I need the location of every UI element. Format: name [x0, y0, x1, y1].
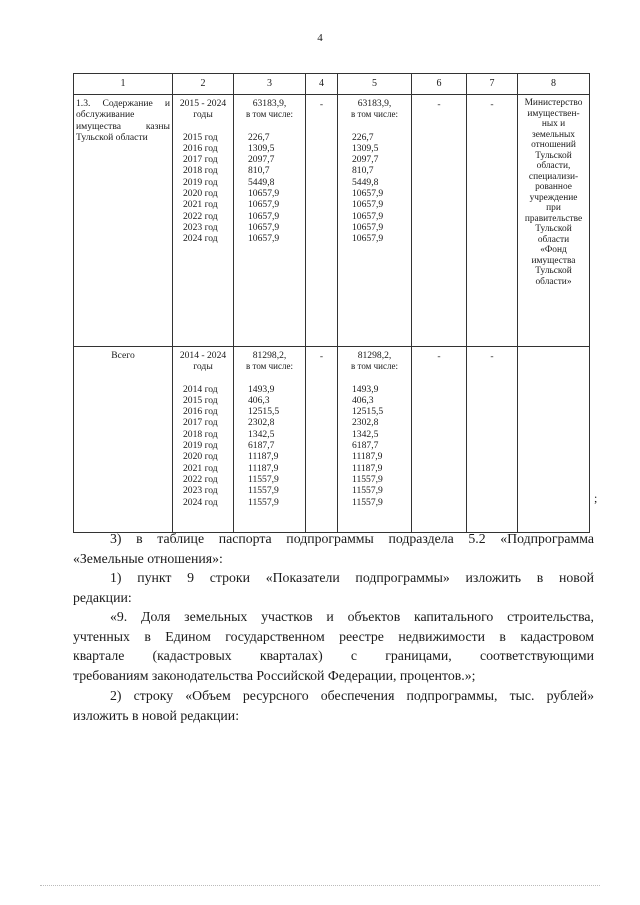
amount-including: в том числе: — [246, 109, 293, 120]
amount-value: 10657,9 — [352, 210, 384, 222]
year-label: 2024 год — [183, 496, 218, 508]
executor-line: при — [546, 203, 561, 213]
amount-value: 11557,9 — [248, 485, 279, 497]
paragraph-line: требованиям законодательства Российской Федерации, процентов.»; — [73, 667, 476, 683]
year-label: 2022 год — [183, 473, 218, 485]
amount-value: 6187,7 — [248, 440, 275, 452]
paragraph-line: 2) строку «Объем ресурсного обеспечения подпрограммы, тыс. рублей» — [110, 688, 594, 703]
paragraph-item-2 — [73, 686, 594, 725]
year-label: 2020 год — [183, 451, 218, 463]
year-label: 2023 год — [183, 485, 218, 497]
amount-value: 226,7 — [248, 131, 270, 143]
table-row — [74, 95, 590, 347]
amount-value: 10657,9 — [352, 233, 384, 245]
executor-line: Министерство — [524, 98, 583, 108]
executor-line: области» — [535, 276, 572, 287]
budget-table — [73, 73, 590, 533]
year-list — [173, 132, 233, 245]
year-label: 2022 год — [183, 210, 218, 222]
year-label: 2014 год — [183, 383, 218, 395]
period-unit: годы — [193, 361, 213, 373]
amount-value: 6187,7 — [352, 440, 379, 452]
paragraph-line: изложить в новой редакции: — [73, 707, 240, 723]
amount-value: 11557,9 — [352, 496, 383, 508]
paragraph-line: 1) пункт 9 строки «Показатели подпрограммы» изложить в новой — [110, 570, 594, 585]
amount-value: 12515,5 — [352, 406, 384, 418]
executor-line: учреждение — [529, 192, 578, 203]
amount-value: 11187,9 — [352, 462, 383, 474]
dash-cell: - — [467, 347, 518, 533]
year-label: 2021 год — [183, 462, 218, 474]
amount-value: 1309,5 — [352, 142, 379, 154]
column-header-7: 7 — [467, 74, 518, 95]
executor-line: области — [537, 234, 570, 245]
year-label: 2016 год — [183, 406, 218, 418]
amount-cell-col5 — [338, 347, 412, 533]
executor-cell — [518, 95, 590, 347]
paragraph-line: «9. Доля земельных участков и объектов капитального строительства, — [110, 609, 594, 624]
period-range: 2014 - 2024 — [179, 350, 227, 361]
amount-value: 2302,8 — [352, 417, 379, 429]
executor-line: Тульской — [535, 224, 572, 234]
table-end-semicolon: ; — [594, 491, 598, 505]
amount-list — [338, 384, 411, 508]
amount-value: 10657,9 — [352, 188, 384, 200]
year-label: 2023 год — [183, 221, 218, 233]
amount-value: 2097,7 — [248, 154, 275, 166]
year-list — [173, 384, 233, 508]
amount-value: 10657,9 — [248, 210, 280, 222]
amount-value: 5449,8 — [352, 176, 379, 188]
executor-lines — [518, 98, 589, 287]
amount-value: 1493,9 — [352, 383, 379, 395]
amount-value: 810,7 — [248, 165, 270, 177]
amount-value: 1342,5 — [352, 428, 379, 440]
column-header-2: 2 — [173, 74, 234, 95]
amount-value: 11187,9 — [352, 451, 383, 463]
amount-cell-col3 — [234, 95, 306, 347]
executor-line: имущества — [531, 255, 576, 266]
year-label: 2015 год — [183, 131, 218, 143]
executor-line: ных и — [541, 119, 566, 129]
year-label: 2017 год — [183, 154, 218, 166]
period-unit: годы — [193, 109, 213, 121]
column-header-8: 8 — [518, 74, 590, 95]
amount-value: 1309,5 — [248, 142, 275, 154]
amount-including: в том числе: — [351, 361, 398, 372]
amount-list — [234, 384, 305, 508]
year-label: 2020 год — [183, 188, 218, 200]
amount-value: 10657,9 — [248, 188, 280, 200]
column-header-1: 1 — [74, 74, 173, 95]
column-header-3: 3 — [234, 74, 306, 95]
table-header-row — [74, 74, 590, 95]
paragraph-line: учтенных в Едином государственном реестре недвижимости в кадастровом — [73, 628, 594, 644]
amount-value: 10657,9 — [248, 221, 280, 233]
amount-value: 10657,9 — [248, 199, 280, 211]
dash-cell: - — [467, 95, 518, 347]
amount-list — [234, 132, 305, 245]
amount-value: 11557,9 — [248, 473, 279, 485]
amount-total: 63183,9, — [357, 98, 392, 109]
amount-value: 11557,9 — [248, 496, 279, 508]
amount-value: 5449,8 — [248, 176, 275, 188]
page-number: 4 — [317, 32, 323, 44]
amount-value: 10657,9 — [248, 233, 280, 245]
amount-value: 1342,5 — [248, 428, 275, 440]
year-label: 2017 год — [183, 417, 218, 429]
amount-value: 406,3 — [352, 394, 374, 406]
period-cell — [173, 95, 234, 347]
paragraph-item-1 — [73, 568, 594, 607]
amount-value: 11557,9 — [352, 485, 383, 497]
column-header-4: 4 — [306, 74, 338, 95]
dash-cell: - — [306, 347, 338, 533]
amount-list — [338, 132, 411, 245]
executor-line: отношений — [531, 140, 576, 150]
amount-cell-col5 — [338, 95, 412, 347]
amount-value: 2302,8 — [248, 417, 275, 429]
executor-cell — [518, 347, 590, 533]
executor-line: специализи- — [528, 171, 579, 182]
amount-value: 1493,9 — [248, 383, 275, 395]
amount-including: в том числе: — [246, 361, 293, 372]
amount-value: 10657,9 — [352, 199, 384, 211]
executor-line: имуществен- — [527, 108, 580, 119]
period-range: 2015 - 2024 — [179, 98, 227, 109]
paragraph-indicator-9 — [73, 607, 594, 685]
amount-value: 12515,5 — [248, 406, 280, 418]
year-label: 2018 год — [183, 165, 218, 177]
amount-value: 11187,9 — [248, 451, 279, 463]
amount-value: 226,7 — [352, 131, 374, 143]
executor-line: Тульской — [535, 150, 572, 161]
amount-value: 10657,9 — [352, 221, 384, 233]
paragraph-line: 3) в таблице паспорта подпрограммы подраздела 5.2 «Подпрограмма — [110, 531, 594, 546]
amount-value: 11187,9 — [248, 462, 279, 474]
dash-cell: - — [412, 347, 467, 533]
executor-line: «Фонд — [540, 245, 567, 255]
paragraph-line: квартале (кадастровых кварталах) с границами, соответствующими — [73, 648, 594, 664]
paragraph-line: редакции: — [73, 589, 132, 605]
executor-line: Тульской — [535, 266, 572, 276]
year-label: 2015 год — [183, 394, 218, 406]
amount-value: 810,7 — [352, 165, 374, 177]
amount-total: 81298,2, — [357, 350, 392, 361]
period-cell — [173, 347, 234, 533]
year-label: 2024 год — [183, 233, 218, 245]
paragraph-item-3 — [73, 529, 594, 568]
executor-line: рованное — [535, 182, 572, 192]
amount-total: 81298,2, — [252, 350, 287, 361]
row-title: Всего — [74, 347, 173, 533]
table-row — [74, 347, 590, 533]
amount-total: 63183,9, — [252, 98, 287, 109]
amount-value: 406,3 — [248, 394, 270, 406]
paragraph-line: «Земельные отношения»: — [73, 550, 223, 566]
column-header-6: 6 — [412, 74, 467, 95]
column-header-5: 5 — [338, 74, 412, 95]
year-label: 2021 год — [183, 199, 218, 211]
amount-cell-col3 — [234, 347, 306, 533]
amount-value: 11557,9 — [352, 473, 383, 485]
year-label: 2019 год — [183, 440, 218, 452]
executor-line: правительстве — [524, 213, 583, 224]
amount-including: в том числе: — [351, 109, 398, 120]
footer-dotted-line — [40, 885, 600, 886]
year-label: 2018 год — [183, 428, 218, 440]
year-label: 2019 год — [183, 176, 218, 188]
amount-value: 2097,7 — [352, 154, 379, 166]
executor-line: земельных — [532, 129, 575, 140]
executor-line: области, — [536, 161, 571, 171]
dash-cell: - — [412, 95, 467, 347]
year-label: 2016 год — [183, 142, 218, 154]
dash-cell: - — [306, 95, 338, 347]
row-title: 1.3. Содержание и обслуживание имущества казны Тульской области — [74, 95, 173, 347]
